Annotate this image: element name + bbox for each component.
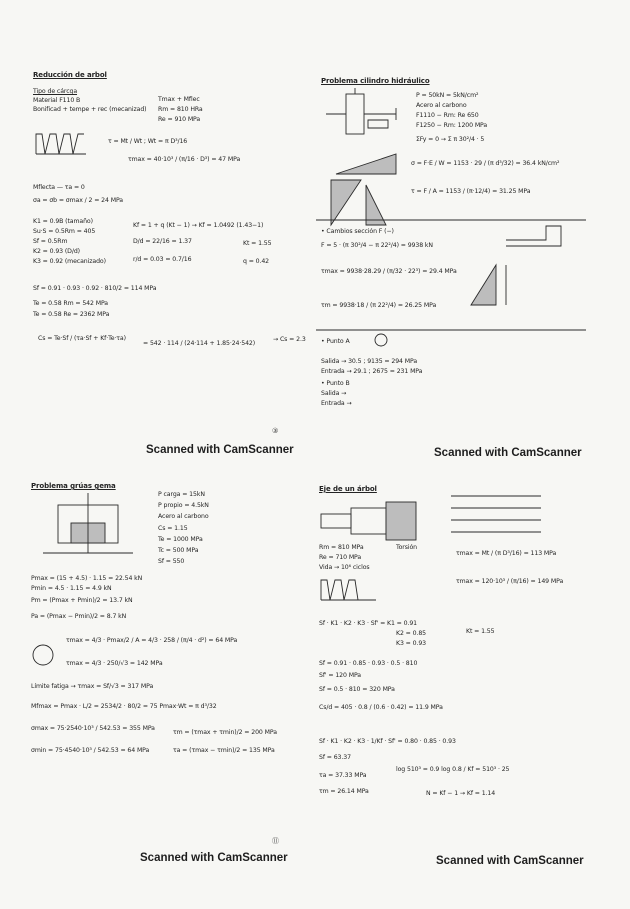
q4-line: Re = 710 MPa bbox=[319, 554, 362, 561]
q3-title: Problema grúas gema bbox=[31, 482, 116, 490]
q4-line: τm = 26.14 MPa bbox=[319, 788, 369, 795]
q3-line: σmax = 75·2540·10³ / 542.53 = 355 MPa bbox=[31, 725, 155, 732]
q1-line: Rm = 810 HRa bbox=[158, 106, 203, 113]
q3-line: τmax = 4/3 · Pmax/2 / A = 4/3 · 258 / (π/4 · d²) = 64 MPa bbox=[66, 637, 238, 644]
q1-line: Tmax + Mflec bbox=[158, 96, 200, 103]
problem-arbol-section bbox=[28, 60, 328, 490]
piston-end-sketch bbox=[506, 220, 566, 250]
q1-line: r/d = 0.03 = 0.7/16 bbox=[133, 256, 192, 263]
q1-line: Mflecta — τa = 0 bbox=[33, 184, 85, 191]
cross-section-circle-sketch bbox=[31, 637, 59, 673]
q4-line: Vida → 10⁶ ciclos bbox=[319, 564, 370, 571]
q4-line: Sf = 0.91 · 0.85 · 0.93 · 0.5 · 810 bbox=[319, 660, 418, 667]
q1-line: σa = σb = σmax / 2 = 24 MPa bbox=[33, 197, 123, 204]
q3-line: P carga = 15kN bbox=[158, 491, 205, 498]
q2-line: τmax = 9938·28.29 / (π/32 · 22³) = 29.4 MPa bbox=[321, 268, 457, 275]
q1-line: K1 = 0.9B (tamaño) bbox=[33, 218, 93, 225]
q4-line: Cs/d = 405 · 0.8 / (0.6 · 0.42) = 11.9 MPa bbox=[319, 704, 443, 711]
page-number-mark: ⑪ bbox=[272, 837, 279, 845]
q1-line: τmax = 40·10³ / (π/16 · D³) = 47 MPa bbox=[128, 156, 241, 163]
q1-line: Tipo de cárcga bbox=[33, 88, 78, 95]
camscanner-watermark: Scanned with CamScanner bbox=[436, 855, 584, 867]
q3-line: τmax = 4/3 · 250/√3 = 142 MPa bbox=[66, 660, 163, 667]
q3-line: Sf = 550 bbox=[158, 558, 185, 565]
q4-line: Kt = 1.55 bbox=[466, 628, 495, 635]
q2-line: F1110 − Rm: Re 650 bbox=[416, 112, 479, 119]
q1-line: D/d = 22/16 = 1.37 bbox=[133, 238, 192, 245]
q4-line: Sf · K1 · K2 · K3 · Sf' = K1 = 0.91 bbox=[319, 620, 418, 627]
q1-line: → Cs = 2.3 bbox=[273, 336, 306, 343]
q2-line: • Punto B bbox=[321, 380, 350, 387]
q1-line: Re = 910 MPa bbox=[158, 116, 201, 123]
q3-line: Tc = 500 MPa bbox=[158, 547, 199, 554]
q1-line: Kf = 1 + q (Kt − 1) → Kf = 1.0492 (1.43−1) bbox=[133, 222, 264, 229]
q3-line: Cs = 1.15 bbox=[158, 525, 188, 532]
q1-line: Su·S = 0.5Rm = 405 bbox=[33, 228, 96, 235]
q1-line: Material F110 B bbox=[33, 97, 81, 104]
q2-line: σ = F·E / W = 1153 · 29 / (π d³/32) = 36.4 kN/cm² bbox=[411, 160, 560, 167]
q3-line: τa = (τmax − τmin)/2 = 135 MPa bbox=[173, 747, 275, 754]
problem-grua-section bbox=[28, 475, 328, 905]
moment-diagram bbox=[336, 148, 406, 178]
q3-line: Pm = (Pmax + Pmin)/2 = 13.7 kN bbox=[31, 597, 133, 604]
q2-line: F1250 − Rm: 1200 MPa bbox=[416, 122, 488, 129]
q3-line: Límite fatiga → τmax = Sf/√3 = 317 MPa bbox=[31, 683, 154, 690]
page-number-mark: ③ bbox=[272, 427, 279, 435]
q4-line: τa = 37.33 MPa bbox=[319, 772, 367, 779]
q2-line: Acero al carbono bbox=[416, 102, 467, 109]
q2-line: τ = F / A = 1153 / (π·12/4) = 31.25 MPa bbox=[411, 188, 531, 195]
q1-line: Sf = 0.91 · 0.93 · 0.92 · 810/2 = 114 MPa bbox=[33, 285, 157, 292]
q1-line: Te = 0.58 Rm = 542 MPa bbox=[33, 300, 108, 307]
q4-line: Sf' = 120 MPa bbox=[319, 672, 361, 679]
q3-line: τm = (τmax + τmin)/2 = 200 MPa bbox=[173, 729, 277, 736]
q4-title: Eje de un árbol bbox=[319, 485, 377, 493]
q1-line: K2 = 0.93 (D/d) bbox=[33, 248, 80, 255]
q4-line: τmax = Mt / (π D³/16) = 113 MPa bbox=[456, 550, 557, 557]
camscanner-watermark: Scanned with CamScanner bbox=[434, 447, 582, 459]
q1-line: Bonificad + tempe + rec (mecanizad) bbox=[33, 106, 147, 113]
q4-line: Sf · K1 · K2 · K3 · 1/Kf · Sf' = 0.80 · 0.85 · 0.93 bbox=[319, 738, 456, 745]
q1-line: τ = Mt / Wt ; Wt = π D³/16 bbox=[108, 138, 188, 145]
q1-line: Kt = 1.55 bbox=[243, 240, 272, 247]
q2-line: Entrada → 29.1 ; 2675 = 231 MPa bbox=[321, 368, 423, 375]
q3-line: Te = 1000 MPa bbox=[158, 536, 203, 543]
hydraulic-cylinder-sketch bbox=[326, 88, 406, 148]
q2-line: • Punto A bbox=[321, 338, 350, 345]
q4-line: Rm = 810 MPa bbox=[319, 544, 364, 551]
q2-line: ΣFy = 0 → Σ π 30²/4 · 5 bbox=[416, 136, 485, 143]
shear-triangle-sketch bbox=[466, 260, 516, 310]
crane-hook-sketch bbox=[43, 493, 138, 563]
q2-line: P = 50kN = 5kN/cm² bbox=[416, 92, 479, 99]
q1-line: K3 = 0.92 (mecanizado) bbox=[33, 258, 106, 265]
q3-line: Pa = (Pmax − Pmin)/2 = 8.7 kN bbox=[31, 613, 127, 620]
q3-line: P propio = 4.5kN bbox=[158, 502, 209, 509]
q4-line: Sf = 63.37 bbox=[319, 754, 351, 761]
q4-line: τmax = 120·10³ / (π/16) = 149 MPa bbox=[456, 578, 564, 585]
q2-line: Salida → bbox=[321, 390, 347, 397]
q3-line: Acero al carbono bbox=[158, 513, 209, 520]
section-circle-sketch bbox=[366, 332, 396, 348]
q3-line: Mfmax = Pmax · L/2 = 2534/2 · 80/2 = 75 Pmax·Wt = π d³/32 bbox=[31, 703, 217, 710]
shaft-sketch bbox=[321, 498, 421, 543]
q3-line: Pmin = 4.5 · 1.15 = 4.9 kN bbox=[31, 585, 112, 592]
q2-line: • Cambios sección F (−) bbox=[321, 228, 394, 235]
camscanner-watermark: Scanned with CamScanner bbox=[140, 852, 288, 864]
load-cycle-sketch bbox=[36, 130, 86, 158]
load-cycle-sketch bbox=[321, 576, 381, 604]
q1-line: Te = 0.58 Re = 2362 MPa bbox=[33, 311, 110, 318]
q3-line: σmin = 75·4540·10³ / 542.53 = 64 MPa bbox=[31, 747, 150, 754]
problem-eje-section bbox=[316, 478, 616, 908]
q1-line: Cs = Te·Sf / (τa·Sf + Kf·Te·τa) bbox=[38, 335, 126, 342]
q4-line: N = Kf − 1 → Kf = 1.14 bbox=[426, 790, 496, 797]
q4-line: log 510³ = 0.9 log 0.8 / Kf = 510³ · 25 bbox=[396, 766, 510, 773]
q2-line: Salida → 30.5 ; 9135 = 294 MPa bbox=[321, 358, 418, 365]
q1-line: q = 0.42 bbox=[243, 258, 270, 265]
q4-line: Sf = 0.5 · 810 = 320 MPa bbox=[319, 686, 395, 693]
table-sketch bbox=[451, 494, 541, 534]
q4-line: K2 = 0.85 bbox=[396, 630, 426, 637]
q1-line: = 542 · 114 / (24·114 + 1.85·24·542) bbox=[143, 340, 256, 347]
q4-line: K3 = 0.93 bbox=[396, 640, 426, 647]
q3-line: Pmax = (15 + 4.5) · 1.15 = 22.54 kN bbox=[31, 575, 143, 582]
q2-line: F = 5 · (π 30²/4 − π 22²/4) = 9938 kN bbox=[321, 242, 433, 249]
q1-line: Sf = 0.5Rm bbox=[33, 238, 68, 245]
q2-title: Problema cilindro hidráulico bbox=[321, 77, 430, 85]
q4-line: Torsión bbox=[396, 544, 418, 551]
divider bbox=[316, 328, 586, 332]
stress-distribution-sketch bbox=[321, 180, 391, 230]
q1-title: Reducción de arbol bbox=[33, 71, 107, 79]
q2-line: Entrada → bbox=[321, 400, 352, 407]
q2-line: τm = 9938·18 / (π 22²/4) = 26.25 MPa bbox=[321, 302, 437, 309]
camscanner-watermark: Scanned with CamScanner bbox=[146, 444, 294, 456]
problem-cilindro-section bbox=[316, 70, 616, 500]
